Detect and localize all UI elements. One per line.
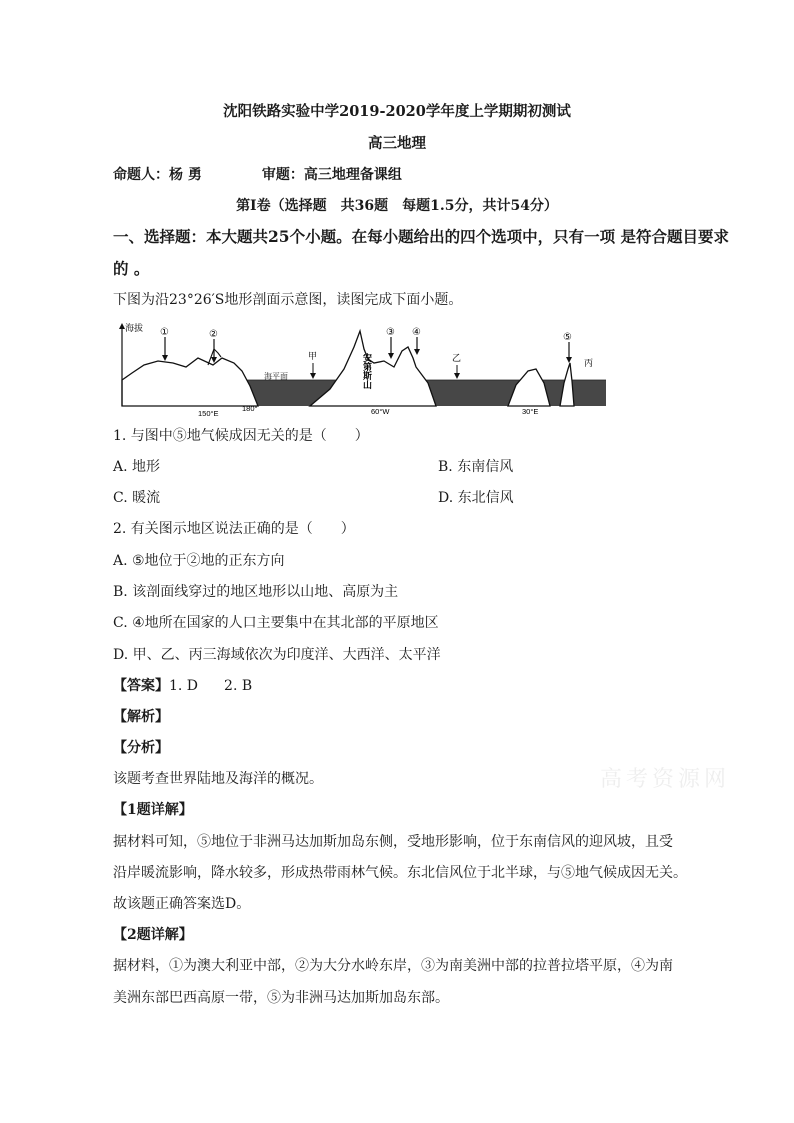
answer-label: 【答案】 [113,678,169,694]
marker-4: ④ [412,327,421,338]
document-title: 沈阳铁路实验中学2019-2020学年度上学期期初测试 [223,103,571,120]
q2-option-a: A. ⑤地位于②地的正东方向 [113,553,285,569]
figure-intro: 下图为沿23°26′S地形剖面示意图，读图完成下面小题。 [113,292,463,308]
answer-line [113,677,252,695]
sea-jia-label: 甲 [308,351,318,361]
sea-level-label: 海平面 [264,372,288,381]
sea-jia-arrow-icon [310,373,316,379]
q1-option-b: B. 东南信风 [438,459,514,475]
detail-1-line-2: 沿岸暖流影响，降水较多，形成热带雨林气候。东北信风位于北半球，与⑤地气候成因无关。 [113,865,687,881]
instruction-line-2: 的 。 [113,259,150,278]
australia-landmass [122,358,258,406]
q2-option-b: B. 该剖面线穿过的地区地形以山地、高原为主 [113,584,399,600]
author-label: 命题人： [113,167,169,183]
detail-1-line-3: 故该题正确答案选D。 [113,896,251,912]
detail-2-line-1: 据材料，①为澳大利亚中部，②为大分水岭东岸，③为南美洲中部的拉普拉塔平原，④为南 [113,958,673,974]
longitude-30e: 30°E [522,407,539,416]
q2-option-d: D. 甲、乙、丙三海域依次为印度洋、大西洋、太平洋 [113,647,441,663]
reviewer-label: 审题： [261,167,304,183]
longitude-180: 180° [242,404,258,413]
watermark: 高考资源网 [600,767,731,792]
sea-yi-arrow-icon [454,373,460,379]
longitude-150e: 150°E [198,409,219,418]
author-line [113,166,402,184]
detail-2-label: 【2题详解】 [113,927,193,943]
section-heading: 第Ⅰ卷（选择题 共36题 每题1.5分，共计54分） [236,198,558,214]
marker-4-arrow-icon [414,349,420,355]
marker-1-arrow-icon [162,355,168,361]
marker-5-arrow-icon [566,357,572,363]
sea-yi-label: 乙 [452,353,462,363]
marker-3: ③ [386,327,395,338]
q1-option-a: A. 地形 [113,459,161,475]
analysis-summary: 该题考查世界陆地及海洋的概况。 [113,771,323,787]
reviewer-name: 高三地理备课组 [303,167,402,183]
andes-label: 安第斯山 [361,353,371,389]
sea-bing-label: 丙 [584,358,594,368]
y-axis-label: 海拔 [125,323,144,333]
answer-q1: 1. D [169,678,199,694]
question-2-stem: 2. 有关图示地区说法正确的是（ ） [113,521,355,537]
marker-3-arrow-icon [388,353,394,359]
fenxi-label: 【分析】 [113,740,169,756]
marker-5: ⑤ [563,332,572,343]
document-subtitle: 高三地理 [368,135,426,152]
marker-2: ② [209,329,218,340]
jiexi-label: 【解析】 [113,709,169,725]
q1-option-c: C. 暖流 [113,490,161,506]
instruction-line-1: 一、选择题：本大题共25个小题。在每小题给出的四个选项中，只有一项 是符合题目要求 [113,227,729,246]
q1-option-d: D. 东北信风 [438,490,514,506]
longitude-60w: 60°W [371,407,390,416]
author-name: 杨 勇 [169,167,202,183]
terrain-profile-figure [118,323,608,418]
question-1-stem: 1. 与图中⑤地气候成因无关的是（ ） [113,428,369,444]
detail-1-line-1: 据材料可知，⑤地位于非洲马达加斯加岛东侧，受地形影响，位于东南信风的迎风坡，且受 [113,834,673,850]
answer-q2: 2. B [224,678,253,694]
detail-1-label: 【1题详解】 [113,802,193,818]
detail-2-line-2: 美洲东部巴西高原一带，⑤为非洲马达加斯加岛东部。 [113,990,449,1006]
marker-1: ① [160,327,169,338]
q2-option-c: C. ④地所在国家的人口主要集中在其北部的平原地区 [113,615,439,631]
